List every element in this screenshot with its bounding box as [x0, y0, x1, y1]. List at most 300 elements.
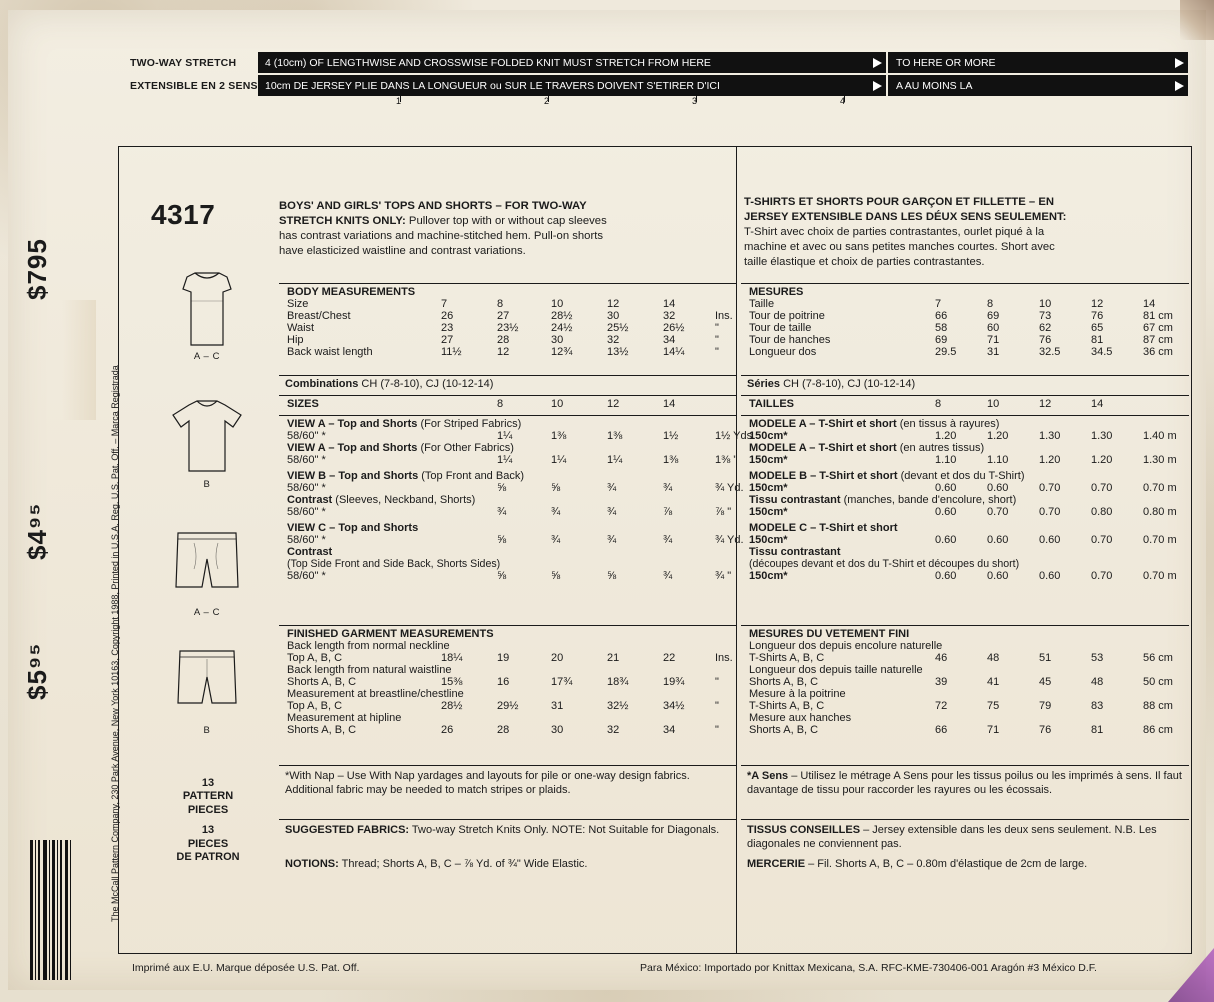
cell: 71 [987, 334, 1000, 346]
row-label: Tour de poitrine [749, 310, 825, 322]
mesures-table [747, 286, 1175, 358]
cell: 12¾ [551, 346, 573, 358]
pieces-count-en: 13 [201, 777, 215, 789]
table-row [747, 482, 1179, 494]
tailles-row [747, 398, 1141, 410]
cell: 30 [607, 310, 620, 322]
row-label: Shorts A, B, C [749, 676, 819, 688]
cell: 29½ [497, 700, 519, 712]
cell: 32½ [607, 700, 629, 712]
row-label: Hip [287, 334, 304, 346]
table-row [747, 310, 1175, 322]
cell: 31 [551, 700, 564, 712]
group-title: MODELE C – T-Shirt et short [749, 522, 898, 534]
notions-en [285, 857, 733, 871]
arrow-right-icon [873, 58, 882, 68]
cell: 66 [935, 724, 948, 736]
finished-label: Longueur dos depuis taille naturelle [749, 664, 923, 676]
row-label: Shorts A, B, C [287, 724, 357, 736]
nap-note-en-text: *With Nap – Use With Nap yardages and layouts for pile or one-way design fabrics. Additional fabric may be needed to match stripes or plaids. [285, 770, 690, 797]
gauge-tick-1: 1 [396, 96, 402, 106]
cell: 0.70 [1091, 534, 1113, 546]
fabric-width: 58/60" * [287, 454, 326, 466]
cell: 45 [1039, 676, 1052, 688]
cell: 16 [497, 676, 510, 688]
body-measurements-heading: BODY MEASUREMENTS [287, 286, 416, 298]
gauge-bar-fr-text: 10cm DE JERSEY PLIE DANS LA LONGUEUR ou SUR LE TRAVERS DOIVENT S'ETIRER D'ICI [265, 79, 720, 92]
cell-unit: " [715, 334, 719, 346]
cell: 32.5 [1039, 346, 1061, 358]
cell: 17¾ [551, 676, 573, 688]
cell: 30 [551, 334, 564, 346]
cell-unit: " [715, 346, 719, 358]
fabric-width: 150cm* [749, 506, 788, 518]
price-2: $4⁹⁵ [22, 502, 52, 560]
group-note: (devant et dos du T-Shirt) [900, 470, 1025, 482]
table-row [747, 724, 1175, 736]
cell: 22 [663, 652, 676, 664]
group-title: VIEW B – Top and Shorts [287, 470, 419, 482]
pieces-count-fr: 13 [201, 824, 215, 837]
combinations-row [285, 378, 493, 390]
cell: 0.60 [987, 482, 1009, 494]
cell-unit: 56 cm [1143, 652, 1173, 664]
yardage-table-en [285, 398, 713, 410]
table-row [285, 724, 735, 736]
footer-right: Para México: Importado por Knittax Mexicana, S.A. RFC-KME-730406-001 Aragón #3 México D.F. [640, 962, 1097, 974]
cell: 28½ [441, 700, 463, 712]
finished-label: Back length from natural waistline [287, 664, 452, 676]
cell: 1¼ [497, 430, 513, 442]
cell-unit: 87 cm [1143, 334, 1173, 346]
table-row [747, 534, 1179, 546]
cell: 1.30 [1039, 430, 1061, 442]
row-label: Tour de hanches [749, 334, 831, 346]
yard-size-14: 14 [663, 398, 676, 410]
cell: 24½ [551, 322, 573, 334]
cell: 72 [935, 700, 948, 712]
cell-unit: 88 cm [1143, 700, 1173, 712]
cell-unit: ¾ Yd. [715, 482, 744, 494]
cell: 51 [1039, 652, 1052, 664]
row-label: Waist [287, 322, 315, 334]
cell: 39 [935, 676, 948, 688]
cell: 76 [1039, 334, 1052, 346]
yard-size-12: 12 [607, 398, 620, 410]
size-label: Size [287, 298, 309, 310]
cell: 27 [497, 310, 510, 322]
copyright-text: The McCall Pattern Company, 230 Park Avenue, New York 10163, Copyright 1988, Printed in U.S.A. Reg. U.S. Pat. Off. – Marca Registrada [110, 365, 120, 922]
view-caption-3: A – C [193, 607, 221, 618]
cell-unit: 1⅜ " [715, 454, 738, 466]
arrow-right-icon [873, 81, 882, 91]
size-14: 14 [663, 298, 676, 310]
cell-unit: 67 cm [1143, 322, 1173, 334]
cell: 0.80 [1091, 506, 1113, 518]
group-note: (Top Side Front and Side Back, Shorts Sides) [287, 558, 501, 570]
cell: 1⅜ [663, 454, 679, 466]
cell-unit: " [715, 700, 719, 712]
table-row [747, 570, 1179, 582]
tailles-8: 8 [935, 398, 942, 410]
cell: ¾ [607, 482, 617, 494]
size-8: 8 [497, 298, 504, 310]
two-way-stretch-gauge [130, 52, 1188, 122]
cell: 21 [607, 652, 620, 664]
cell: 29.5 [935, 346, 957, 358]
price-3: $5⁹⁵ [22, 642, 52, 700]
garment-sketch-icon [165, 271, 249, 349]
notions-label-en: NOTIONS: [285, 858, 339, 870]
cell: 0.60 [935, 482, 957, 494]
cell: 79 [1039, 700, 1052, 712]
cell-unit: 0.70 m [1143, 534, 1177, 546]
group-title: VIEW A – Top and Shorts [287, 418, 418, 430]
yardage-groups-en [285, 418, 757, 582]
price-1: $795 [22, 238, 52, 300]
cell: 1⅜ [551, 430, 567, 442]
view-illustration-top-sleeveless [147, 271, 267, 362]
cell: 0.70 [1091, 482, 1113, 494]
cell: 0.60 [935, 506, 957, 518]
cell-unit: ¾ Yd. [715, 534, 744, 546]
cell-unit: 0.70 m [1143, 482, 1177, 494]
cell: 1.20 [935, 430, 957, 442]
taille-12: 12 [1091, 298, 1104, 310]
gauge-tick-3: 3 [692, 96, 698, 106]
fabrics-text-en: Two-way Stretch Knits Only. NOTE: Not Suitable for Diagonals. [409, 824, 720, 836]
row-label: T-Shirts A, B, C [749, 652, 825, 664]
group-title: Contrast [287, 546, 333, 558]
cell: 32 [607, 724, 620, 736]
gauge-right-en-text: TO HERE OR MORE [896, 56, 996, 69]
pattern-number: 4317 [151, 199, 216, 230]
cell: 34.5 [1091, 346, 1113, 358]
finished-measurements-fr [747, 628, 1175, 736]
gauge-tick-2: 2 [544, 96, 550, 106]
cell: 28 [497, 724, 510, 736]
cell-unit: 36 cm [1143, 346, 1173, 358]
cell: 81 [1091, 724, 1104, 736]
cell: 1.10 [987, 454, 1009, 466]
cell: 0.60 [935, 534, 957, 546]
cell: 65 [1091, 322, 1104, 334]
cell: 0.70 [987, 506, 1009, 518]
shorts-sketch-icon [162, 529, 252, 605]
cell: 15⅜ [441, 676, 463, 688]
gauge-label-en: TWO-WAY STRETCH [130, 56, 237, 69]
cell: 19 [497, 652, 510, 664]
cell: 48 [1091, 676, 1104, 688]
pieces-label-en-2: PIECES [187, 803, 229, 816]
gauge-bar-en-text: 4 (10cm) OF LENGTHWISE AND CROSSWISE FOLDED KNIT MUST STRETCH FROM HERE [265, 56, 711, 69]
cell: ¾ [663, 534, 673, 546]
fabric-width: 150cm* [749, 534, 788, 546]
table-row [285, 310, 735, 322]
cell: 31 [987, 346, 1000, 358]
combinations-value: CH (7-8-10), CJ (10-12-14) [361, 378, 494, 390]
cell-unit: ⅞ " [715, 506, 732, 518]
suggested-fabrics-en [285, 823, 733, 837]
cell: 1¼ [497, 454, 513, 466]
cell: 1.20 [1091, 454, 1113, 466]
cell: 25½ [607, 322, 629, 334]
cell: ⅞ [663, 506, 673, 518]
arrow-right-icon [1175, 58, 1184, 68]
cell: 76 [1039, 724, 1052, 736]
finished-heading-fr: MESURES DU VETEMENT FINI [749, 628, 910, 640]
gauge-right-fr [888, 75, 1188, 96]
cell: ¾ [551, 506, 561, 518]
cell-unit: ¾ " [715, 570, 732, 582]
copyright-spine [86, 176, 120, 946]
cell: 23½ [497, 322, 519, 334]
cell: 53 [1091, 652, 1104, 664]
size-12: 12 [607, 298, 620, 310]
cell-unit: 50 cm [1143, 676, 1173, 688]
cell: 20 [551, 652, 564, 664]
group-title: Contrast [287, 494, 333, 506]
row-label: T-Shirts A, B, C [749, 700, 825, 712]
footer-left: Imprimé aux E.U. Marque déposée U.S. Pat. Off. [132, 962, 360, 974]
group-title: VIEW A – Top and Shorts [287, 442, 418, 454]
info-frame [118, 146, 1192, 954]
table-row [285, 534, 757, 546]
cell: 34 [663, 724, 676, 736]
cell: 0.70 [1091, 570, 1113, 582]
finished-label: Measurement at hipline [287, 712, 402, 724]
cell-unit: 0.80 m [1143, 506, 1177, 518]
cell: 28 [497, 334, 510, 346]
cell: 46 [935, 652, 948, 664]
taille-7: 7 [935, 298, 942, 310]
finished-label: Mesure aux hanches [749, 712, 852, 724]
arrow-right-icon [1175, 81, 1184, 91]
group-note: (For Striped Fabrics) [420, 418, 522, 430]
fabric-width: 150cm* [749, 482, 788, 494]
cell-unit: 0.70 m [1143, 570, 1177, 582]
group-note: (Sleeves, Neckband, Shorts) [335, 494, 476, 506]
gauge-ticks [258, 96, 854, 112]
table-row [747, 652, 1175, 664]
view-illustration-shorts-a-c [147, 529, 267, 618]
taille-10: 10 [1039, 298, 1052, 310]
cell: 73 [1039, 310, 1052, 322]
cell: 58 [935, 322, 948, 334]
fabrics-label-fr: TISSUS CONSEILLES [747, 824, 861, 836]
cell: 30 [551, 724, 564, 736]
tailles-10: 10 [987, 398, 1000, 410]
cell: 18¾ [607, 676, 629, 688]
cell: 14¼ [663, 346, 685, 358]
cell: 71 [987, 724, 1000, 736]
cell: 60 [987, 322, 1000, 334]
row-label: Shorts A, B, C [287, 676, 357, 688]
gauge-bar-fr [258, 75, 886, 96]
cell: 69 [935, 334, 948, 346]
notions-label-fr: MERCERIE [747, 858, 806, 870]
cell: 41 [987, 676, 1000, 688]
cell: ⅝ [607, 570, 617, 582]
title-english-body: Pullover top with or without cap sleeves has contrast variations and machine-stitched hem. Pull-on shorts have elasticized waistline and contrast variations. [279, 215, 607, 258]
cell: 0.70 [1039, 506, 1061, 518]
cell: ¾ [607, 534, 617, 546]
table-row [285, 570, 757, 582]
yardage-groups-fr [747, 418, 1179, 582]
cell: 83 [1091, 700, 1104, 712]
unit-header [713, 298, 735, 310]
row-label: Back waist length [287, 346, 373, 358]
cell: 0.60 [935, 570, 957, 582]
cell: 76 [1091, 310, 1104, 322]
cell: 48 [987, 652, 1000, 664]
yard-size-8: 8 [497, 398, 504, 410]
size-10: 10 [551, 298, 564, 310]
cell: ⅝ [551, 482, 561, 494]
table-row [747, 430, 1179, 442]
garment-sketch-icon [159, 399, 255, 477]
fabric-width: 58/60" * [287, 534, 326, 546]
cell: 26 [441, 310, 454, 322]
gauge-label-fr: EXTENSIBLE EN 2 SENS [130, 79, 258, 92]
cell: 23 [441, 322, 454, 334]
shorts-sketch-icon [162, 647, 252, 723]
body-measurements-table [285, 286, 735, 358]
view-caption-2: B [203, 479, 211, 490]
table-row [285, 346, 735, 358]
notions-text-en: Thread; Shorts A, B, C – ⅞ Yd. of ¾" Wide Elastic. [338, 858, 588, 870]
tailles-label: TAILLES [749, 398, 795, 410]
gauge-bar-en [258, 52, 886, 73]
taille-label: Taille [749, 298, 775, 310]
nap-note-fr-text: – Utilisez le métrage A Sens pour les tissus poilus ou les imprimés à sens. Il faut davantage de tissu pour raccorder les rayures ou les écossais. [747, 770, 1182, 797]
series-label: Séries [747, 378, 781, 390]
table-row [285, 454, 757, 466]
cell: 18¼ [441, 652, 463, 664]
tailles-14: 14 [1091, 398, 1104, 410]
finished-label: Back length from normal neckline [287, 640, 450, 652]
cell: 1.10 [935, 454, 957, 466]
cell: ⅝ [497, 570, 507, 582]
table-row [747, 322, 1175, 334]
cell: ¾ [551, 534, 561, 546]
cell: 13½ [607, 346, 629, 358]
cell: ¾ [497, 506, 507, 518]
cell: 26½ [663, 322, 685, 334]
combinations-label: Combinations [285, 378, 359, 390]
view-illustration-shorts-b [147, 647, 267, 736]
tailles-12: 12 [1039, 398, 1052, 410]
corner-stain [1180, 0, 1214, 40]
cell: 0.60 [1039, 570, 1061, 582]
cell: 0.70 [1039, 482, 1061, 494]
group-title: MODELE B – T-Shirt et short [749, 470, 898, 482]
cell: ¾ [663, 570, 673, 582]
table-row [285, 676, 735, 688]
pattern-pieces-block [149, 777, 267, 864]
cell-unit: Ins. [715, 652, 733, 664]
cell: 28½ [551, 310, 573, 322]
fabric-width: 58/60" * [287, 430, 326, 442]
table-row [285, 506, 757, 518]
cell: ¾ [663, 482, 673, 494]
fabric-width: 58/60" * [287, 482, 326, 494]
cell: 1.20 [1039, 454, 1061, 466]
cell: 34 [663, 334, 676, 346]
title-english [279, 199, 609, 259]
series-value: CH (7-8-10), CJ (10-12-14) [783, 378, 916, 390]
table-row [285, 700, 735, 712]
cell: 1⅜ [607, 430, 623, 442]
pieces-label-fr-2: DE PATRON [176, 851, 240, 864]
notions-fr [747, 857, 1185, 871]
cell: 12 [497, 346, 510, 358]
mesures-heading: MESURES [749, 286, 804, 298]
pieces-label-en-1: PATTERN [182, 790, 234, 803]
table-row [285, 334, 735, 346]
cell: 0.60 [987, 534, 1009, 546]
group-title: VIEW C – Top and Shorts [287, 522, 419, 534]
notions-text-fr: – Fil. Shorts A, B, C – 0.80m d'élastique de 2cm de large. [805, 858, 1088, 870]
group-note: (en autres tissus) [899, 442, 985, 454]
cell: 1½ [663, 430, 679, 442]
cell: 27 [441, 334, 454, 346]
row-label: Top A, B, C [287, 652, 343, 664]
group-title: MODELE A – T-Shirt et short [749, 418, 897, 430]
cell: ⅝ [497, 482, 507, 494]
fabric-width: 150cm* [749, 454, 788, 466]
title-french [744, 195, 1074, 270]
pieces-label-fr-1: PIECES [187, 837, 229, 850]
cell: 0.60 [1039, 534, 1061, 546]
group-note: (manches, bande d'encolure, short) [843, 494, 1017, 506]
cell-unit: 1½ Yds. [715, 430, 756, 442]
cell: 69 [987, 310, 1000, 322]
group-note: (For Other Fabrics) [420, 442, 514, 454]
cell: 1¼ [607, 454, 623, 466]
series-row [747, 378, 915, 390]
table-row [285, 430, 757, 442]
sizes-label: SIZES [287, 398, 319, 410]
table-row [747, 454, 1179, 466]
gauge-tick-4: 4 [840, 96, 846, 106]
cell: 81 [1091, 334, 1104, 346]
view-caption-4: B [203, 725, 211, 736]
cell: 34½ [663, 700, 685, 712]
view-illustration-top-sleeves [147, 399, 267, 490]
taille-8: 8 [987, 298, 994, 310]
nap-note-fr [747, 769, 1185, 798]
title-english-head: BOYS' AND GIRLS' TOPS AND SHORTS – FOR TWO-WAY STRETCH KNITS ONLY: [279, 200, 587, 228]
suggested-fabrics-fr [747, 823, 1185, 852]
cell: ⅝ [497, 534, 507, 546]
finished-measurements-en [285, 628, 735, 736]
cell-unit: 81 cm [1143, 310, 1173, 322]
cell: 19¾ [663, 676, 685, 688]
group-note: (découpes devant et dos du T-Shirt et découpes du short) [749, 558, 1020, 570]
group-note: (Top Front and Back) [421, 470, 524, 482]
cell: 1.20 [987, 430, 1009, 442]
table-row [747, 700, 1175, 712]
fabrics-text-fr: – Jersey extensible dans les deux sens seulement. N.B. Les diagonales ne conviennent pas. [747, 824, 1157, 851]
nap-note-en [285, 769, 733, 798]
cell-unit: " [715, 322, 719, 334]
cell: 75 [987, 700, 1000, 712]
cell-unit: 1.40 m [1143, 430, 1177, 442]
cell: 66 [935, 310, 948, 322]
size-7: 7 [441, 298, 448, 310]
gauge-right-fr-text: A AU MOINS LA [896, 79, 973, 92]
